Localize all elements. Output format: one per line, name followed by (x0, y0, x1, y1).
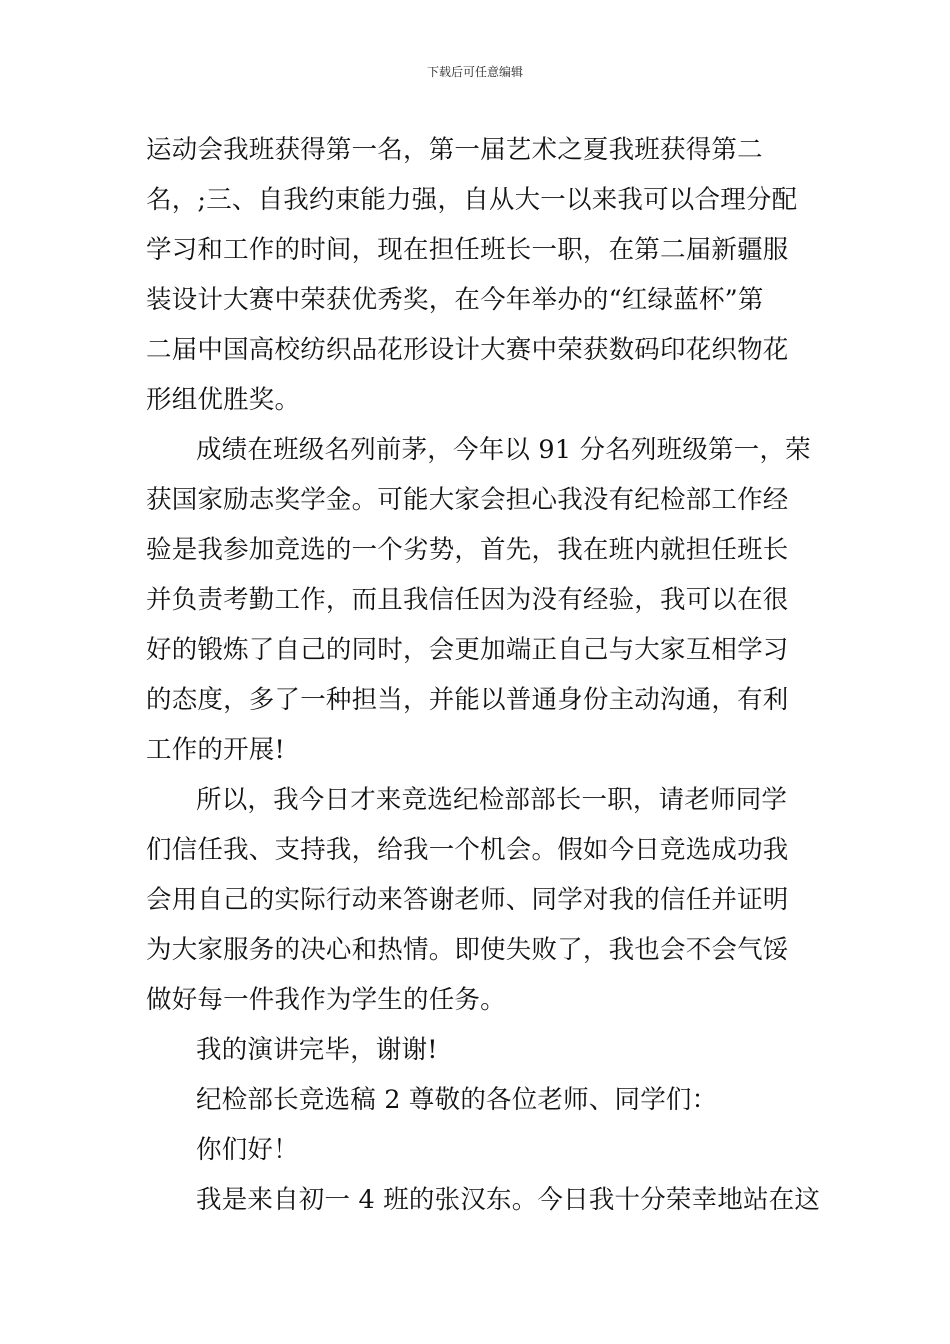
text-line: 学习和工作的时间，现在担任班长一职，在第二届新疆服 (146, 235, 789, 265)
text-line: 装设计大赛中荣获优秀奖，在今年举办的“红绿蓝杯”第 (146, 285, 764, 315)
text-line: 们信任我、支持我，给我一个机会。假如今日竞选成功我 (146, 835, 789, 865)
text-line: 所以，我今日才来竞选纪检部部长一职，请老师同学 (196, 785, 788, 815)
text-line: 做好每一件我作为学生的任务。 (146, 985, 506, 1015)
text-line: 名，;三、自我约束能力强，自从大一以来我可以合理分配 (146, 185, 798, 215)
text-line: 获国家励志奖学金。可能大家会担心我没有纪检部工作经 (146, 485, 789, 515)
text-line: 你们好！ (196, 1135, 299, 1165)
text-line: 为大家服务的决心和热情。即使失败了，我也会不会气馁 (146, 935, 789, 965)
text-line: 运动会我班获得第一名，第一届艺术之夏我班获得第二 (146, 135, 763, 165)
text-line: 纪检部长竞选稿 2 尊敬的各位老师、同学们： (196, 1085, 718, 1115)
text-line: 二届中国高校纺织品花形设计大赛中荣获数码印花织物花 (146, 335, 789, 365)
page-header: 下载后可任意编辑 (426, 65, 523, 79)
text-line: 成绩在班级名列前茅，今年以 91 分名列班级第一，荣 (196, 435, 811, 465)
text-line: 形组优胜奖。 (146, 385, 301, 415)
text-line: 工作的开展! (146, 735, 285, 765)
text-line: 好的锻炼了自己的同时，会更加端正自己与大家互相学习 (146, 635, 789, 665)
text-line: 会用自己的实际行动来答谢老师、同学对我的信任并证明 (146, 885, 789, 915)
text-line: 验是我参加竞选的一个劣势，首先，我在班内就担任班长 (146, 535, 789, 565)
text-line: 的态度，多了一种担当，并能以普通身份主动沟通，有利 (146, 685, 789, 715)
text-line: 并负责考勤工作，而且我信任因为没有经验，我可以在很 (146, 585, 789, 615)
text-line: 我的演讲完毕，谢谢! (196, 1035, 438, 1065)
text-line: 我是来自初一 4 班的张汉东。今日我十分荣幸地站在这 (196, 1185, 821, 1215)
